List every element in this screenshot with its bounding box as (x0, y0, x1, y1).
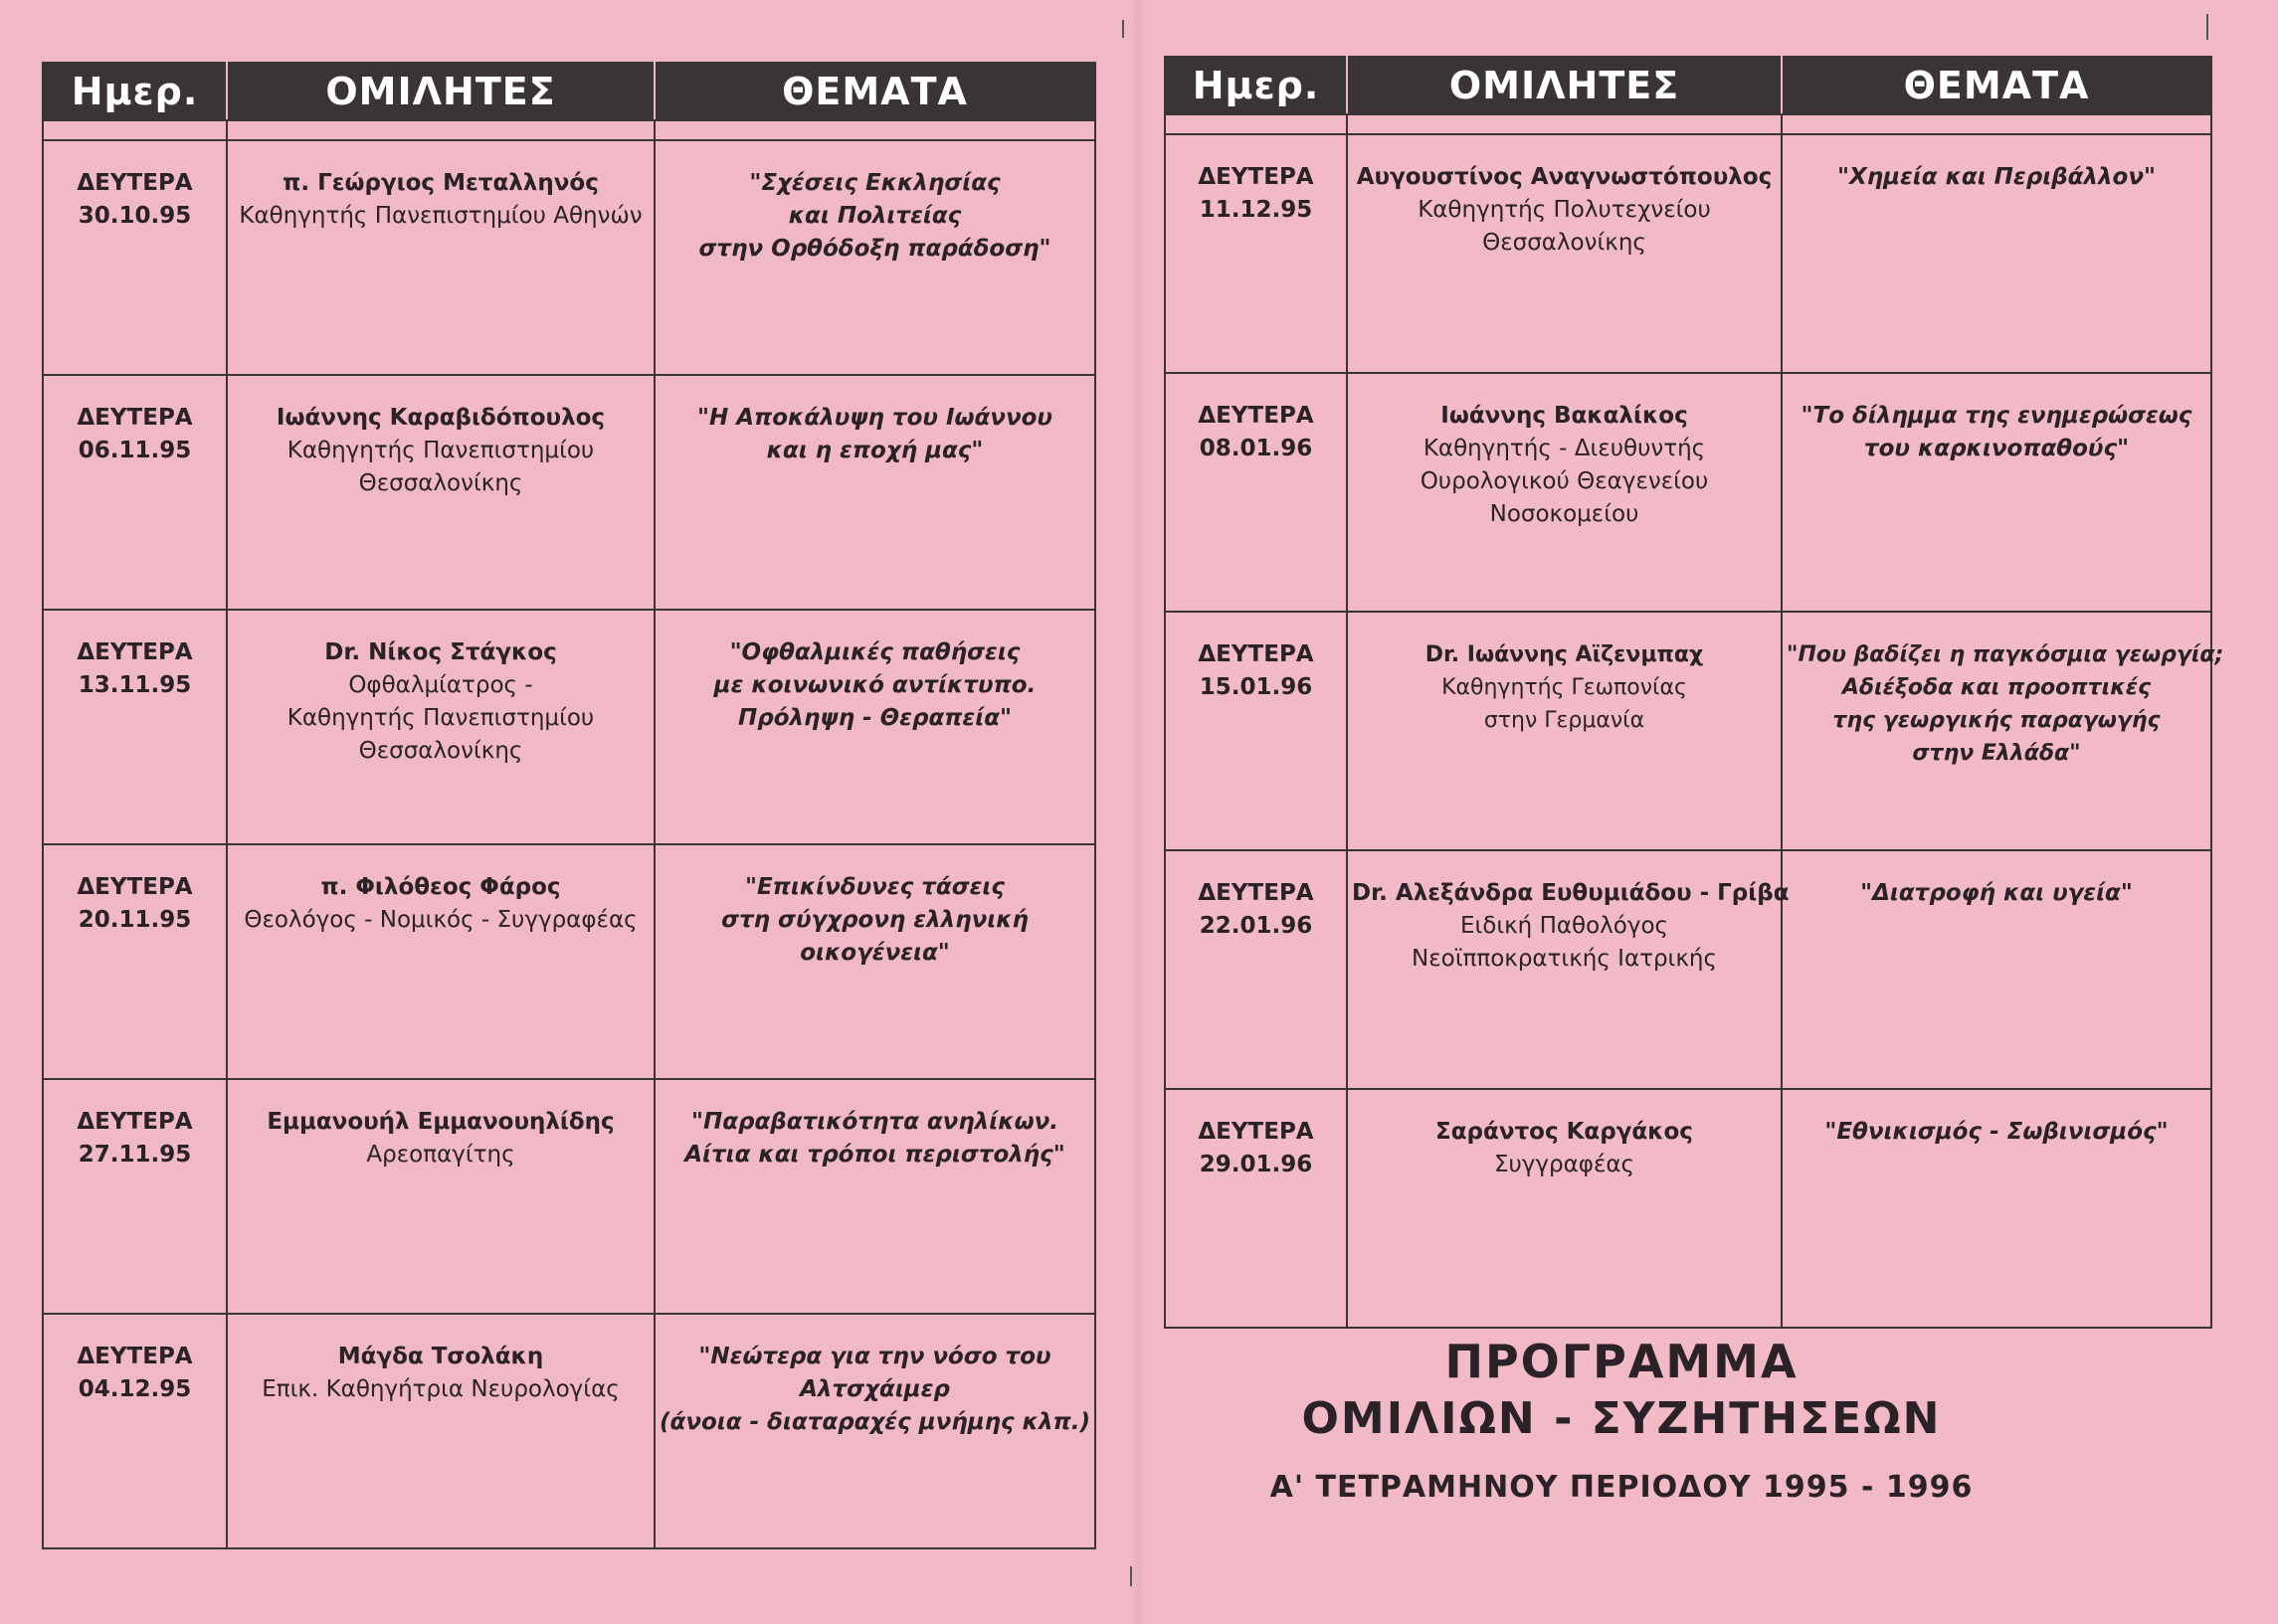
speaker-cell (227, 140, 655, 375)
topic-line: "Νεώτερα για την νόσο του (698, 1344, 1051, 1369)
date-cell (43, 375, 227, 610)
date-value: 30.10.95 (78, 203, 192, 229)
speaker-cell (1347, 850, 1790, 1089)
speaker-name: Ιωάννης Βακαλίκος (1440, 403, 1688, 429)
speaker-name: Αυγουστίνος Αναγνωστόπουλος (1356, 164, 1773, 190)
speaker-role-line: Νεοϊπποκρατικής Ιατρικής (1412, 946, 1717, 972)
speaker-cell (227, 375, 655, 610)
topic-line: Πρόληψη - Θεραπεία" (737, 705, 1012, 731)
date-cell (1165, 612, 1347, 850)
header-spacer-row (43, 120, 1095, 140)
spacer-cell (1165, 114, 1347, 134)
date-cell (43, 1079, 227, 1314)
speaker-name: Dr. Αλεξάνδρα Ευθυμιάδου - Γρίβα (1352, 880, 1790, 906)
date-value: 22.01.96 (1199, 913, 1313, 939)
date-cell (1165, 134, 1347, 373)
crop-mark (2206, 14, 2208, 40)
table-row (1165, 373, 2211, 612)
date-cell (43, 140, 227, 375)
date-value: 29.01.96 (1199, 1152, 1313, 1177)
speaker-name: Εμμανουήλ Εμμανουηλίδης (267, 1109, 615, 1135)
date-value: 13.11.95 (78, 672, 192, 698)
weekday-label: ΔΕΥΤΕΡΑ (1198, 1119, 1314, 1145)
topic-line: και Πολιτείας (788, 203, 962, 229)
speaker-role-line: Οφθαλμίατρος - (348, 672, 533, 698)
crop-mark (1130, 1566, 1132, 1586)
speaker-role-line: Καθηγητής - Διευθυντής (1423, 436, 1706, 461)
date-cell (43, 610, 227, 844)
date-value: 08.01.96 (1199, 436, 1313, 461)
weekday-label: ΔΕΥΤΕΡΑ (77, 170, 193, 196)
speaker-role-line: Νοσοκομείου (1489, 501, 1639, 527)
header-speakers: ΟΜΙΛΗΤΕΣ (227, 63, 655, 120)
weekday-label: ΔΕΥΤΕΡΑ (77, 405, 193, 431)
speaker-name: π. Φιλόθεος Φάρος (320, 874, 561, 900)
header-topics: ΘΕΜΑΤΑ (1782, 57, 2211, 114)
speaker-role-line: Ουρολογικού Θεαγενείου (1420, 468, 1709, 494)
topic-line: στη σύγχρονη ελληνική (721, 907, 1029, 933)
date-cell (43, 1314, 227, 1548)
topic-cell (655, 375, 1095, 610)
speaker-name: Dr. Ιωάννης Αϊζενμπαχ (1424, 642, 1704, 667)
spacer-cell (1347, 114, 1782, 134)
table-header-row (1165, 57, 2211, 114)
crop-mark (1122, 20, 1124, 38)
program-title-block (1224, 1333, 2019, 1505)
topic-cell (655, 140, 1095, 375)
topic-line: "Επικίνδυνες τάσεις (744, 874, 1006, 900)
topic-line: Αίτια και τρόποι περιστολής" (684, 1142, 1065, 1168)
topic-line: "Εθνικισμός - Σωβινισμός" (1824, 1119, 2169, 1145)
header-spacer-row (1165, 114, 2211, 134)
date-cell (1165, 1089, 1347, 1328)
table-row (43, 140, 1095, 375)
topic-line: "Χημεία και Περιβάλλον" (1836, 164, 2156, 190)
topic-line: στην Ελλάδα" (1912, 741, 2081, 766)
left-schedule-table (42, 62, 1096, 1549)
date-value: 11.12.95 (1199, 197, 1313, 223)
topic-line: της γεωργικής παραγωγής (1832, 708, 2161, 733)
topic-line: "Η Αποκάλυψη του Ιωάννου (697, 405, 1052, 431)
speaker-cell (1347, 373, 1782, 612)
program-subtitle: ΟΜΙΛΙΩΝ - ΣΥΖΗΤΗΣΕΩΝ (1301, 1393, 1942, 1444)
date-value: 15.01.96 (1199, 674, 1313, 700)
topic-line: και η εποχή μας" (766, 438, 984, 463)
table-row (43, 1314, 1095, 1548)
table-row (43, 375, 1095, 610)
date-value: 04.12.95 (78, 1376, 192, 1402)
topic-cell (1782, 134, 2211, 373)
weekday-label: ΔΕΥΤΕΡΑ (77, 874, 193, 900)
topic-cell (655, 1314, 1095, 1548)
topic-line: "Σχέσεις Εκκλησίας (749, 170, 1001, 196)
program-title: ΠΡΟΓΡΑΜΜΑ (1444, 1335, 1799, 1388)
speaker-role-line: Καθηγητής Πολυτεχνείου (1418, 197, 1711, 223)
topic-cell (655, 1079, 1095, 1314)
speaker-role-line: Καθηγητής Πανεπιστημίου (286, 438, 595, 463)
speaker-name: Ιωάννης Καραβιδόπουλος (276, 405, 606, 431)
date-value: 06.11.95 (78, 438, 192, 463)
header-topics: ΘΕΜΑΤΑ (655, 63, 1095, 120)
speaker-role-line: Αρεοπαγίτης (366, 1142, 515, 1168)
topic-line: "Το δίλημμα της ενημερώσεως (1801, 403, 2192, 429)
speaker-cell (227, 844, 655, 1079)
date-cell (1165, 850, 1347, 1089)
topic-line: Αλτσχάιμερ (800, 1376, 950, 1402)
spacer-cell (43, 120, 227, 140)
speaker-name: Μάγδα Τσολάκη (337, 1344, 544, 1369)
spacer-cell (1782, 114, 2211, 134)
spacer-cell (227, 120, 655, 140)
topic-cell (1782, 612, 2224, 850)
table-row (43, 1079, 1095, 1314)
table-header-row (43, 63, 1095, 120)
weekday-label: ΔΕΥΤΕΡΑ (1198, 164, 1314, 190)
spacer-cell (655, 120, 1095, 140)
header-speakers: ΟΜΙΛΗΤΕΣ (1347, 57, 1782, 114)
topic-line: "Οφθαλμικές παθήσεις (729, 639, 1021, 665)
speaker-role-line: στην Γερμανία (1483, 708, 1645, 733)
topic-line: Αδιέξοδα και προοπτικές (1841, 675, 2152, 700)
topic-line: "Παραβατικότητα ανηλίκων. (691, 1109, 1058, 1135)
topic-cell (1782, 373, 2211, 612)
table-row (1165, 1089, 2211, 1328)
speaker-role-line: Καθηγητής Πανεπιστημίου Αθηνών (239, 203, 643, 229)
topic-line: οικογένεια" (800, 940, 950, 966)
date-cell (43, 844, 227, 1079)
speaker-role-line: Ειδική Παθολόγος (1459, 913, 1669, 939)
speaker-cell (1347, 134, 1782, 373)
speaker-name: Dr. Νίκος Στάγκος (324, 639, 557, 665)
table-row (1165, 612, 2211, 850)
speaker-cell (227, 1314, 655, 1548)
speaker-name: π. Γεώργιος Μεταλληνός (283, 170, 599, 196)
topic-cell (1782, 850, 2211, 1089)
speaker-cell (1347, 612, 1782, 850)
speaker-name: Σαράντος Καργάκος (1435, 1119, 1693, 1145)
right-schedule-table (1164, 56, 2224, 1329)
speaker-role-line: Θεολόγος - Νομικός - Συγγραφέας (244, 907, 638, 933)
speaker-cell (1347, 1089, 1782, 1328)
weekday-label: ΔΕΥΤΕΡΑ (1198, 641, 1314, 667)
speaker-role-line: Θεσσαλονίκης (358, 738, 523, 764)
table-row (43, 610, 1095, 844)
speaker-role-line: Επικ. Καθηγήτρια Νευρολογίας (262, 1376, 620, 1402)
speaker-role-line: Θεσσαλονίκης (358, 470, 523, 496)
speaker-role-line: Συγγραφέας (1493, 1152, 1635, 1177)
table-row (43, 844, 1095, 1079)
header-date: Ημερ. (1165, 57, 1347, 114)
topic-line: με κοινωνικό αντίκτυπο. (713, 672, 1037, 698)
topic-line: στην Ορθόδοξη παράδοση" (698, 236, 1051, 262)
topic-line: (άνοια - διαταραχές μνήμης κλπ.) (660, 1409, 1090, 1435)
date-value: 20.11.95 (78, 907, 192, 933)
topic-line: "Διατροφή και υγεία" (1860, 880, 2133, 906)
topic-line: του καρκινοπαθούς" (1863, 436, 2130, 461)
header-date: Ημερ. (43, 63, 227, 120)
topic-cell (655, 844, 1095, 1079)
date-cell (1165, 373, 1347, 612)
weekday-label: ΔΕΥΤΕΡΑ (77, 639, 193, 665)
weekday-label: ΔΕΥΤΕΡΑ (1198, 880, 1314, 906)
speaker-cell (227, 1079, 655, 1314)
table-row (1165, 850, 2211, 1089)
weekday-label: ΔΕΥΤΕΡΑ (77, 1109, 193, 1135)
topic-cell (655, 610, 1095, 844)
weekday-label: ΔΕΥΤΕΡΑ (77, 1344, 193, 1369)
center-fold (1132, 0, 1146, 1624)
weekday-label: ΔΕΥΤΕΡΑ (1198, 403, 1314, 429)
topic-line: "Που βαδίζει η παγκόσμια γεωργία; (1787, 642, 2224, 667)
speaker-role-line: Καθηγητής Γεωπονίας (1441, 675, 1687, 700)
speaker-cell (227, 610, 655, 844)
speaker-role-line: Θεσσαλονίκης (1482, 230, 1646, 256)
table-row (1165, 134, 2211, 373)
date-value: 27.11.95 (78, 1142, 192, 1168)
topic-cell (1782, 1089, 2211, 1328)
speaker-role-line: Καθηγητής Πανεπιστημίου (286, 705, 595, 731)
program-period: Α' ΤΕΤΡΑΜΗΝΟΥ ΠΕΡΙΟΔΟΥ 1995 - 1996 (1269, 1470, 1974, 1505)
